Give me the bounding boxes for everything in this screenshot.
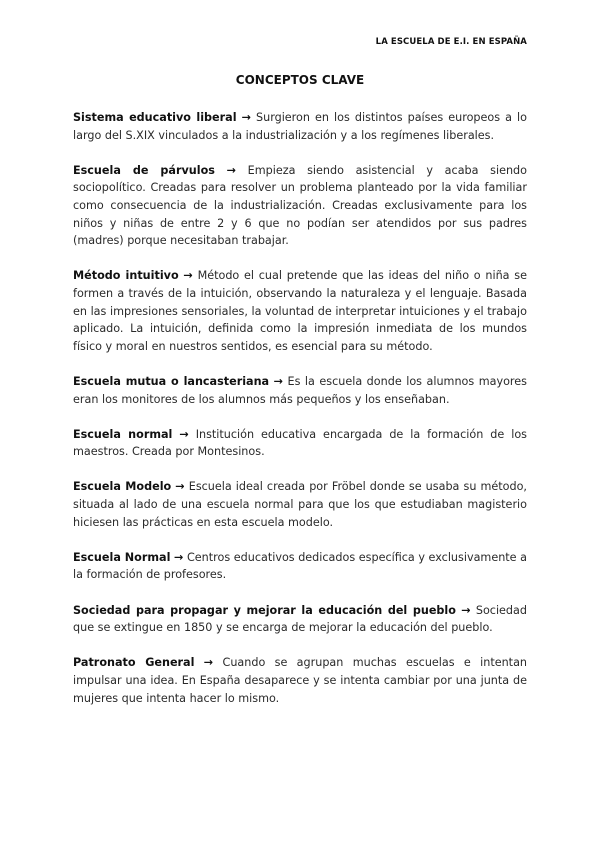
concept-term: Patronato General [73, 656, 195, 670]
arrow-icon: → [175, 480, 185, 494]
running-header: LA ESCUELA DE E.I. EN ESPAÑA [375, 37, 527, 47]
concept-description: Método el cual pretende que las ideas del niño o niña se formen a través de la intuición, observando la naturaleza y el lenguaje. Basada en las impresiones sensoriales, la voluntad de interpretar intuiciones y el trabajo aplicado. La intuición, definida como la impresión inmediata de los mundos físico y moral en nuestros sentidos, es esencial para su método. [73, 269, 528, 353]
concept-description: Es la escuela donde los alumnos mayores eran los monitores de los alumnos más pequeños y los enseñaban. [73, 374, 528, 406]
arrow-icon: → [273, 374, 283, 388]
arrow-icon: → [174, 550, 184, 564]
concept-entry [73, 267, 527, 355]
concept-entry [73, 602, 527, 637]
arrow-icon: → [461, 603, 471, 617]
concept-description: Empieza siendo asistencial y acaba siendo sociopolítico. Creadas para resolver un problema planteado por la vida familiar como consecuencia de la industrialización. Creadas exclusivamente para los niños y niñas de entre 2 y 6 que no podían ser atendidos por sus padres (madres) porque necesitaban trabajar. [73, 163, 527, 248]
concept-term: Escuela mutua o lancasteriana [73, 374, 270, 388]
concept-description: Centros educativos dedicados específica y exclusivamente a la formación de profesores. [73, 550, 528, 582]
concept-description: Institución educativa encargada de la formación de los maestros. Creada por Montesinos. [73, 427, 528, 459]
concept-entry [73, 426, 527, 461]
concept-term: Sistema educativo liberal [73, 111, 237, 124]
concept-term: Escuela normal [73, 427, 173, 441]
concept-term: Escuela Modelo [73, 480, 172, 494]
concept-entry [73, 654, 527, 707]
arrow-icon: → [241, 111, 251, 124]
concept-description: Surgieron en los distintos países europeos a lo largo del S.XIX vinculados a la industrialización y a los regímenes liberales. [73, 111, 527, 142]
concept-description: Cuando se agrupan muchas escuelas e intentan impulsar una idea. En España desaparece y se intenta cambiar por una junta de mujeres que intenta hacer lo mismo. [73, 656, 528, 705]
concept-entry [73, 549, 527, 584]
concept-description: Sociedad que se extingue en 1850 y se encarga de mejorar la educación del pueblo. [73, 603, 527, 635]
page-title: CONCEPTOS CLAVE [235, 73, 365, 87]
arrow-icon: → [179, 427, 189, 441]
concept-entry [73, 162, 527, 250]
arrow-icon: → [203, 656, 214, 670]
concept-description: Escuela ideal creada por Fröbel donde se usaba su método, situada al lado de una escuela normal para que los que estudiaban magisterio hiciesen las prácticas en esta escuela modelo. [73, 480, 527, 529]
concept-term: Escuela de párvulos [73, 163, 215, 177]
arrow-icon: → [183, 269, 193, 283]
concept-entry [73, 478, 527, 531]
concept-entry [73, 109, 527, 144]
concept-term: Escuela Normal [73, 550, 171, 564]
concept-entry [73, 373, 527, 408]
concept-term: Sociedad para propagar y mejorar la educación del pueblo [73, 603, 456, 617]
concept-list [73, 109, 527, 725]
arrow-icon: → [226, 163, 236, 177]
concept-term: Método intuitivo [73, 269, 179, 283]
